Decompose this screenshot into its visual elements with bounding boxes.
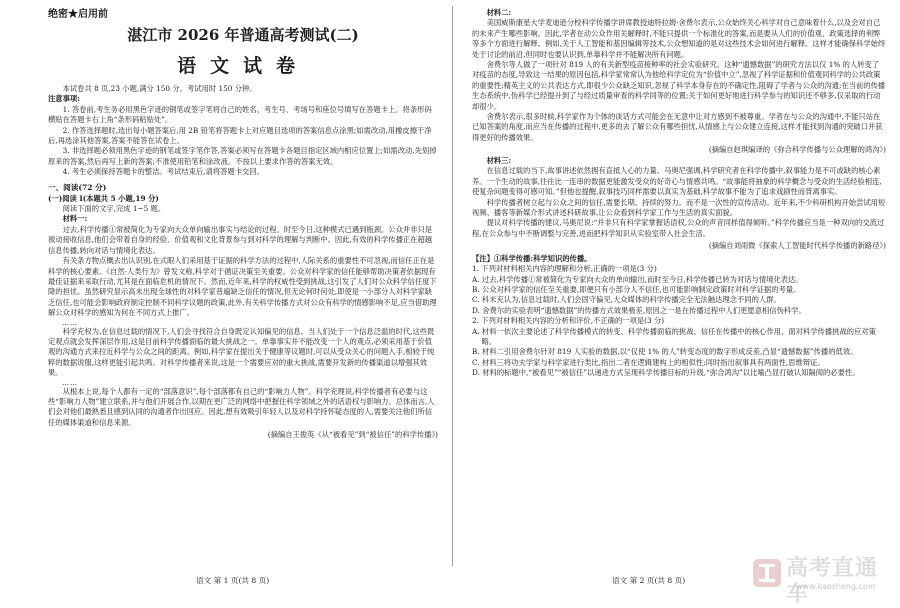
watermark-logo-icon: [752, 558, 782, 588]
left-page: [0, 0, 452, 598]
material-label: 材料一:: [62, 214, 88, 224]
exam-summary: 本试卷共 8 页,23 小题,满分 150 分。考试用时 150 分钟。: [62, 84, 257, 93]
material-paragraph: 美国威斯康星大学麦迪逊分校科学传播学讲席教授迪特拉姆·舍费尔表示,公众始终关心科学对自己意味着什么,以及会对自己的未来产生哪些影响。因此,学者在动公众作用关解释时,不能只提供一个标准化的答案,而是要从人们的价值观、政策选择的利弊等多个方面进行解释。例如,关于人工智能和基因编辑等技术,公众想知道的是对这些技术会如何进行解释。这样才能确保科学始终处于讨论的前沿,但同时也要认识到,单靠科学并不能解决所有问题。: [472, 18, 886, 59]
notice-item: 3. 非选择题必须用黑色字迹的钢笔或签字笔作答,答案必须写在答题卡各题目指定区域内相应位置上;如需改动,先划掉原来的答案,然后再写上新的答案;不准使用铅笔和涂改液。不按以上要求作答的答案无效。: [48, 146, 437, 166]
material-label: 材料二:: [486, 8, 512, 17]
material-paragraph: 过去,科学传播①常被简化为专家向大众单向输出事实与结论的过程。时至今日,这种模式已遇到瓶颈。公众并非只是被动接收信息,他们会带着自身的经验、价值观和文化背景参与到对科学的理解与判断中。因此,有效的科学传播正在超越信息传播,转向对话与情境化表达。: [48, 224, 433, 255]
exam-title: 湛江市 2026 年普通高考测试(二): [127, 26, 359, 44]
watermark-url: www.kaosheng.com: [796, 582, 876, 591]
question-option: A. 过去,科学传播①常被简化为专家向大众的单向输出,而时至今日,科学传播已转为对话与情境化表达。: [472, 274, 803, 284]
material-paragraph: 提议对科学传播的建议,马奥尼说:“并非只有科学家掌握话语权,公众的声音同样值得倾听。”科学传播应当是一种双向的交流过程,在公众参与中不断调整与完善,进而把科学知识从实验室带入社会生活。: [472, 218, 885, 238]
subsection-heading: (一)阅读 I(本题共 5 小题,19 分): [48, 193, 159, 203]
question-stem: 1. 下列对材料相关内容的理解和分析,正确的一项是(3 分): [472, 264, 657, 274]
material-paragraph: 科学传播者树立起与公众之间的信任,需要长期、持续的努力。而不是一次性的宣传活动。近年来,不少科研机构开始尝试用短视频、播客等新媒介形式讲述科研故事,让公众看到科学家工作与生活的真实面貌。: [472, 197, 886, 217]
subject-title: 语文试卷: [176, 55, 309, 77]
material-paragraph: 舍费尔等人做了一项针对 819 人的有关新型疫苗接种率的社会实验研究。这种“遗憾数据”的研究方法以仅 1% 的人转变了对疫苗的态度,导致这一结果的原因包括,科学家常常认为他给科学定位为“价值中立”,忽视了科学证据和价值观同科学的公共政策的重要性;精英主义的公共表达方式,即很少公众缺乏知识,忽视了科学本身存在的不确定性,阻碍了学者与公众的沟通;在当前的传播生态系统中,伪科学已经提升到了与经过质量审查的科学同等的位置;关于如何更好地进行科学参与的知识还不够多,仅采取的行动却很少。: [472, 60, 886, 111]
question-option: C. 材料三将功夫学家与科学家进行类比,指出二者在逻辑建构上的相似性;同时指出叙事具有两面性,思维辩证。: [472, 357, 825, 367]
ellipsis-divider: ……: [62, 318, 78, 327]
question-option: A. 材料一依次主要论述了科学传播模式的转变、科学传播面临的挑战、信任在传播中的核心作用、面对科学传播挑战的应对策略。: [472, 326, 876, 346]
reading-instruction: 阅读下面的文字,完成 1~5 题。: [62, 204, 166, 214]
question-option: B. 公众对科学家的信任至关重要,即便只有小部分人不信任,也可能影响制定政策时对科学证据的考量。: [472, 284, 801, 294]
page-footer-left: 语文 第 1 页(共 8 页): [196, 576, 270, 585]
notice-item: 4. 考生必须保持答题卡的整洁。考试结束后,请将答题卡交回。: [62, 167, 264, 177]
right-page: [452, 0, 900, 598]
section-heading: 一、阅读(72 分): [48, 182, 107, 192]
material-paragraph: 在信息过载的当下,故事讲述依然拥有直抵人心的力量。马奥尼强调,科学研究者在科学传播中,叙事能力是不可或缺的核心素养。一个生动的故事,往往比一连串的数据更能激发受众的好奇心与情感共鸣。“故事能将抽象的科学概念与受众的生活经验相连,使复杂问题变得可感可知。”但他也提醒,叙事技巧同样需要以真实为基础,科学故事不能为了追求戏剧性而背离事实。: [472, 166, 882, 197]
material-paragraph: 科学充权为,在信息过载的情况下,人们会寻找符合自身既定认知偏见的信息。当人们处于一个信息泛滥的时代,这些既定观点就会发挥深层作用,这是目前科学传播面临的最大挑战之一。单靠事实并不能改变一个人的观点,必须采用基于价值观的沟通方式来拉近科学与公众之间的距离。例如,科学家在提出关于健康等议题时,可以从受众关心的问题入手,相较于纯粹的数据说服,这样更能引起共鸣。对科学传播者来说,这是一个需要应对的重大挑战,需要开发新的传播渠道以增强其效果。: [48, 326, 435, 378]
material-paragraph: 舍费尔表示,很多时候,科学家作为个体的谈话方式可能会在无意中让对方感到不被尊重。学者在与公众的沟通中,不能只站在已知答案的角度,而应当在传播的过程中,更多的去了解公众有哪些担忧,从情感上与公众建立连接,这样才能找到沟通的突破口并获得更好的传播效果。: [472, 112, 883, 142]
material-source: (摘编自刘雨微《探索人工智能时代科学传播的新路径》): [708, 241, 886, 251]
material-paragraph: 从根本上说,每个人都有一定的“部落意识”,每个部落都有自己的“影响力人物”。科学充理说,科学传播者有必要与这些“影响力人物”建立联系,并与他们开展合作,以期在更广泛的网络中把握住科学领域之外的话语权与影响力。总体而言,人们会对他们最熟悉且感到认同的沟通者作出回应。因此,想有效吸引年轻人以及对科学持怀疑态度的人,需要关注他们所信任的媒体渠道和信息来源。: [48, 386, 435, 427]
material-source: (摘编自王俊英《从“被看见”到“被信任”的科学传播》): [267, 430, 438, 440]
notice-item: 1. 答卷前,考生务必用黑色字迹的钢笔或签字笔将自己的姓名、考生号、考场号和座位号填写在答题卡上。将条形码横贴在答题卡右上角“条形码粘贴处”。: [48, 104, 432, 125]
question-option: B. 材料二引用舍费尔针对 819 人实验的数据,以“仅使 1% 的人”转变态度的数字形成反差,凸显“遗憾数据”传播的低效。: [472, 347, 858, 357]
question-option: D. 材料的标题中,“被看见”“被信任”以递进方式呈现科学传播目标的升级,“弥合鸿沟”以比喻凸显打破认知隔阂的必要性。: [472, 368, 860, 378]
page-footer-right: 语文 第 2 页(共 8 页): [612, 576, 686, 585]
question-option: C. 科米充认为,信息过载时,人们会固守偏见,大众媒体的科学传播完全无法触达理念不同的人群。: [472, 295, 781, 305]
material-source: (摘编自赵琪编译的《弥合科学传播与公众理解的鸿沟》): [708, 145, 886, 155]
question-option: D. 舍费尔的实验表明“遗憾数据”的传播方式效果极差,原因之一是在传播过程中人们更愿意相信伪科学。: [472, 305, 806, 315]
footnote: 【注】①科学传播:科学知识的传播。: [472, 253, 592, 263]
question-stem: 2. 下列对材料相关内容的分析和评价,不正确的一项是(3 分): [472, 316, 665, 326]
secret-mark: 绝密★启用前: [48, 9, 108, 20]
material-label: 材料三:: [486, 155, 512, 165]
notice-item: 2. 作答选择题时,选出每小题答案后,用 2B 铅笔将答题卡上对应题目选项的答案信息点涂黑;如需改动,用橡皮擦干净后,再选涂其他答案,答案不能答在试卷上。: [48, 125, 432, 146]
material-paragraph: 有关条方物点概去出认识别,在式眼人们采用基于证据的科学方法的过程中,人际关系的重要性不可忽视,而信任正在是科学的核心要素。《自然·人类行为》曾发文称,科学对于循证决策至关重要。公众对科学家的信任能够帮助决策者依据现有最佳证据来采取行动,尤其是在面临危机的情况下。然而,近年来,科学的权威性受到挑战,这引发了人们对公众科学信任度下降的担忧。虽然研究显示高未出现全球性的对科学家普遍缺乏信任的情况,但无论何时何处,即使是一小部分人对科学家缺乏信任,也可能会影响政府制定控制不同科学议题的政策,此外,有关科学传播方式对公众有科学的情感影响不足,应当借助理解公众对科学的感知为何在不同方式上推广。: [48, 256, 437, 318]
site-watermark: [752, 556, 888, 607]
notice-title: 注意事项:: [48, 94, 80, 104]
ellipsis-divider: ……: [62, 378, 78, 387]
watermark-brand: 高考直通车: [786, 556, 879, 607]
